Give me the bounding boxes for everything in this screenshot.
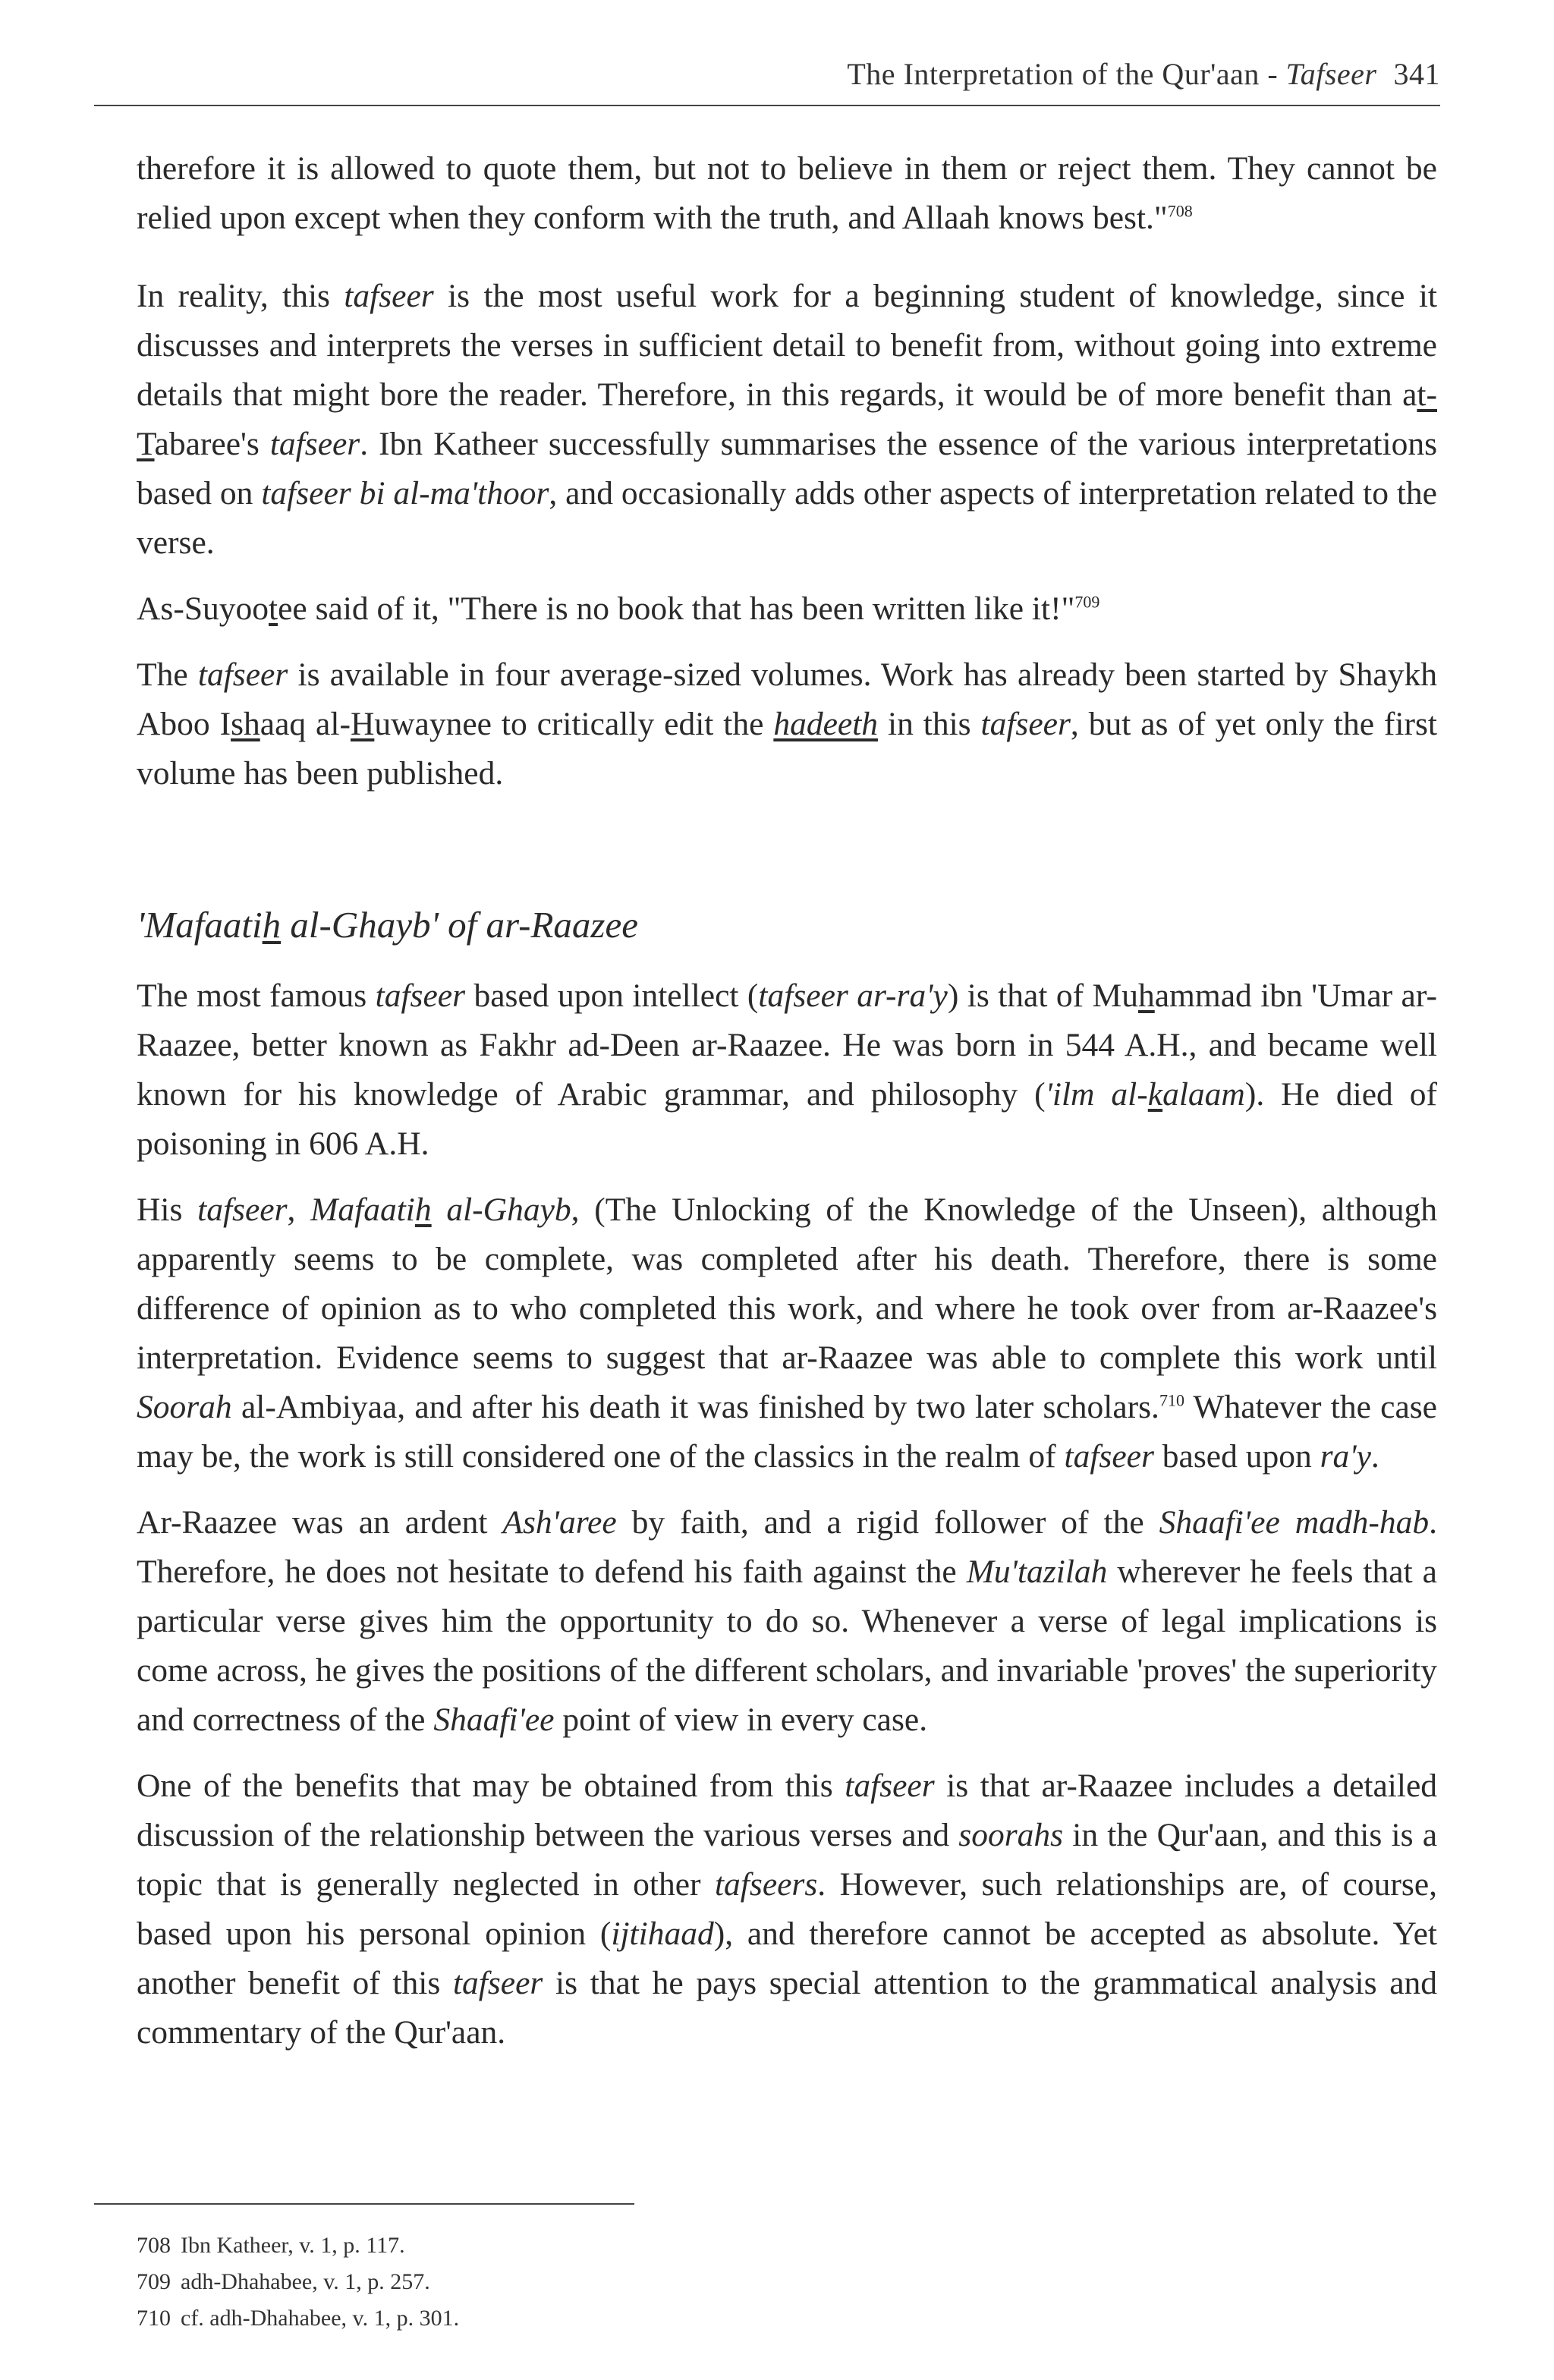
running-title-italic: Tafseer (1285, 57, 1377, 91)
footnote-ref-708: 708 (1167, 201, 1193, 221)
paragraph-his-tafseer: His tafseer, Mafaatih al-Ghayb, (The Unlocking of the Knowledge of the Unseen), although apparently seems to be complete, was completed after his death. Therefore, there is some difference of opinion as to who completed this work, and where he took over from ar-Raazee's interpretation. Evidence seems to suggest that ar-Raazee was able to complete this work until Soorah al-Ambiyaa, and after his death it was finished by two later scholars.$^{710}$ Whatever the case may be, the work is still considered one of the classics in the realm of tafseer based upon ra'y. (137, 1192, 1438, 1475)
footnote-710: 710 cf. adh-Dhahabee, v. 1, p. 301. (137, 2306, 460, 2331)
footnote-708: 708 Ibn Katheer, v. 1, p. 117. (137, 2233, 405, 2258)
footnote-709: 709 adh-Dhahabee, v. 1, p. 257. (137, 2269, 430, 2294)
header-rule (94, 105, 1440, 106)
paragraph-benefits: One of the benefits that may be obtained from this tafseer is that ar-Raazee includes a detailed discussion of the relationship between the various verses and soorahs in the Qur'aan, and this is a topic that is generally neglected in other tafseers. However, such relationships are, of course, based upon his personal opinion (ijtihaad), and therefore cannot be accepted as absolute. Yet another benefit of this tafseer is that he pays special attention to the grammatical analysis and commentary of the Qur'aan. (137, 1768, 1437, 2051)
paragraph-reality: In reality, this tafseer is the most useful work for a beginning student of knowledge, since it discusses and interprets the verses in sufficient detail to benefit from, without going into extreme details that might bore the reader. Therefore, in this regards, it would be of more benefit than at-Tabaree's tafseer. Ibn Katheer successfully summarises the essence of the various interpretations based on tafseer bi al-ma'thoor, and occasionally adds other aspects of interpretation related to the verse. (137, 278, 1437, 561)
main-text-bottom (137, 971, 1437, 2074)
footnote-rule (94, 2203, 634, 2205)
section-heading: 'Mafaatih al-Ghayb' of ar-Raazee (137, 904, 638, 946)
footnote-ref-709: 709 (1074, 592, 1100, 612)
page-number: 341 (1393, 57, 1440, 91)
running-title: The Interpretation of the Qur'aan - (847, 57, 1286, 91)
footnote-ref-710: 710 (1159, 1390, 1184, 1410)
paragraph-ashaaree: Ar-Raazee was an ardent Ash'aree by faith, and a rigid follower of the Shaafi'ee madh-hab. Therefore, he does not hesitate to defend his faith against the Mu'tazilah wherever he feels that a particular verse gives him the opportunity to do so. Whenever a verse of legal implications is come across, he gives the positions of the different scholars, and invariable 'proves' the superiority and correctness of the Shaafi'ee point of view in every case. (137, 1504, 1438, 1738)
paragraph-volumes: The tafseer is available in four average-sized volumes. Work has already been started by Shaykh Aboo Ishaaq al-Huwaynee to critically edit the hadeeth in this tafseer, but as of yet only the first volume has been published. (137, 656, 1437, 792)
paragraph-most-famous: The most famous tafseer based upon intellect (tafseer ar-ra'y) is that of Muhammad ibn 'Umar ar-Raazee, better known as Fakhr ad-Deen ar-Raazee. He was born in 544 A.H., and became well known for his knowledge of Arabic grammar, and philosophy ('ilm al-kalaam). He died of poisoning in 606 A.H. (137, 978, 1437, 1162)
footnotes (137, 2227, 459, 2337)
running-head (94, 56, 1440, 92)
paragraph-suyootee: As-Suyootee said of it, "There is no book that has been written like it!"$^{709}$ (137, 590, 1100, 627)
paragraph-quote-end: therefore it is allowed to quote them, but not to believe in them or reject them. They cannot be relied upon except when they conform with the truth, and Allaah knows best."$^{708}$ (137, 150, 1437, 236)
main-text-top (137, 144, 1437, 815)
